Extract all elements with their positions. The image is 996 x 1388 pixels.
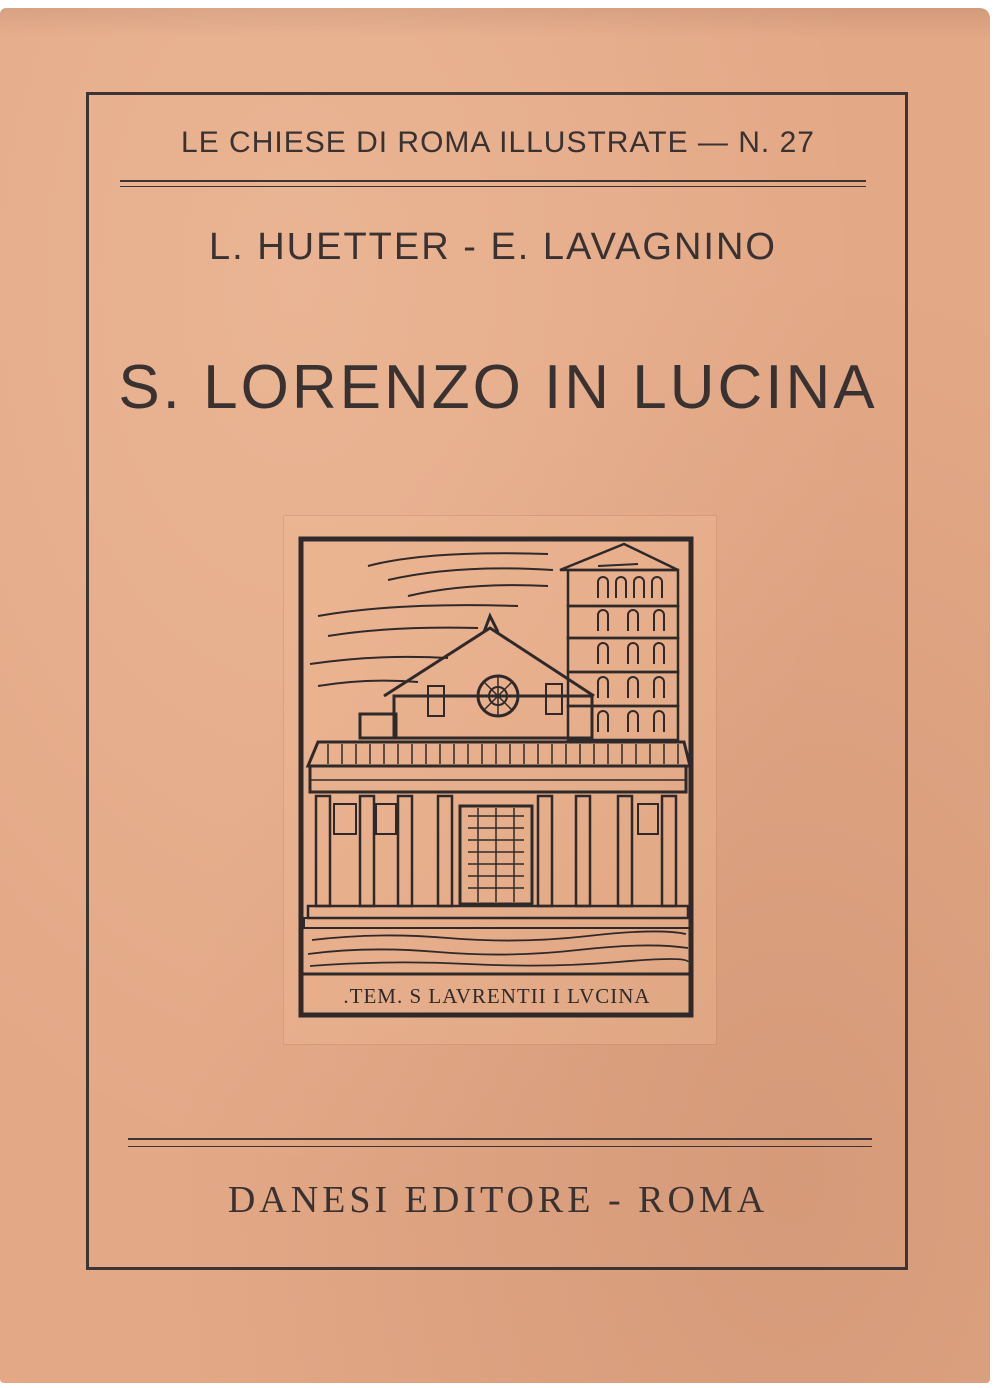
illustration-caption: .TEM. S LAVRENTII I LVCINA [343, 984, 651, 1008]
publisher-rule-top [128, 1138, 872, 1140]
church-woodcut-illustration [298, 536, 694, 1018]
series-rule-bottom [120, 186, 866, 187]
publisher-rule-bottom [128, 1146, 872, 1147]
series-title: LE CHIESE DI ROMA ILLUSTRATE — N. 27 [181, 126, 815, 159]
publisher: DANESI EDITORE - ROMA [227, 1179, 769, 1221]
series-rule-top [120, 180, 866, 182]
book-title: S. LORENZO IN LUCINA [118, 353, 878, 422]
authors: L. HUETTER - E. LAVAGNINO [208, 226, 777, 268]
